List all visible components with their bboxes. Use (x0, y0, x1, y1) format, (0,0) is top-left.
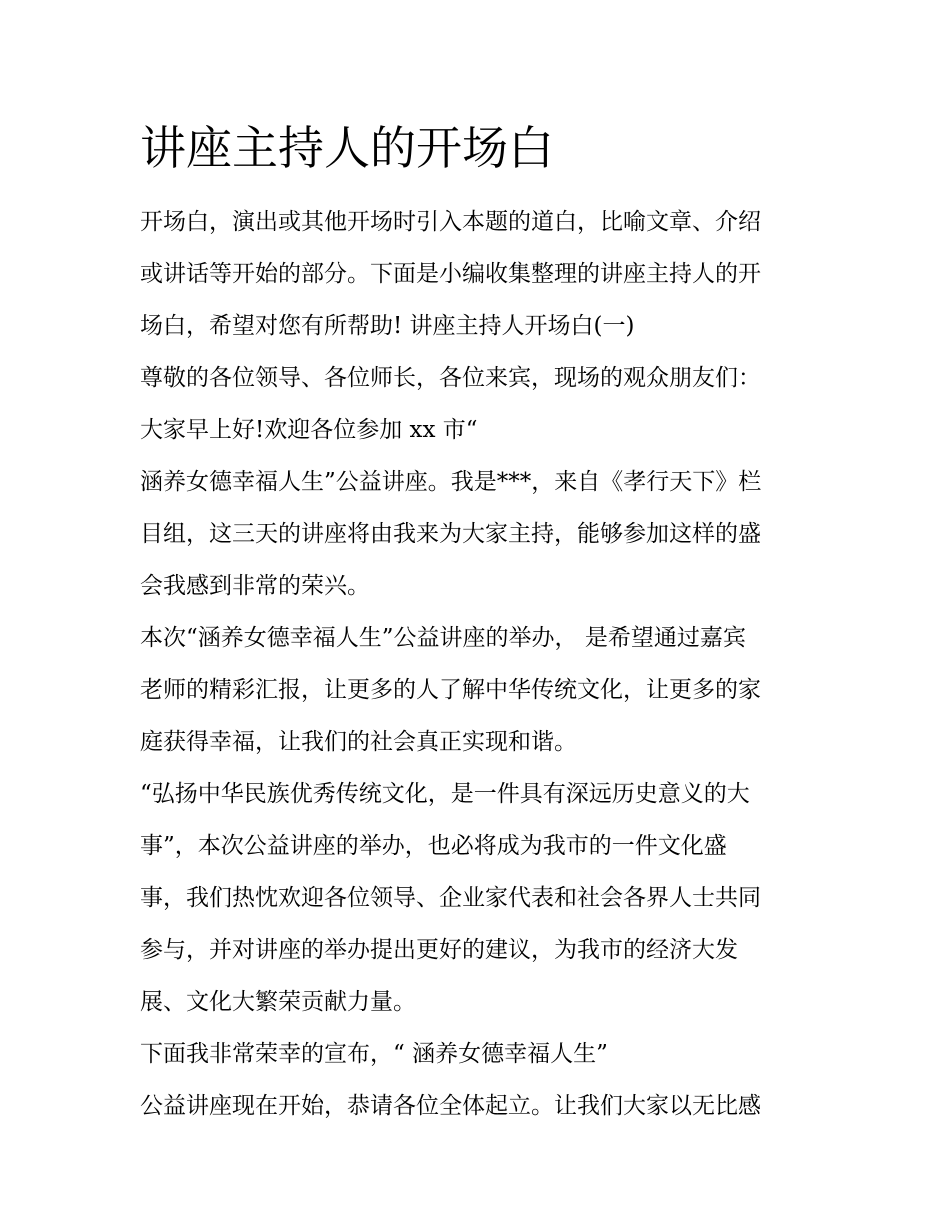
body-line: “弘扬中华民族优秀传统文化，是一件具有深远历史意义的大 (140, 781, 750, 807)
body-line: 本次“涵养女德幸福人生”公益讲座的举办， 是希望通过嘉宾 (140, 625, 746, 651)
body-line: 公益讲座现在开始，恭请各位全体起立。让我们大家以无比感 (140, 1093, 761, 1119)
body-line: 尊敬的各位领导、各位师长，各位来宾，现场的观众朋友们： (140, 365, 761, 391)
body-line: 庭获得幸福，让我们的社会真正实现和谐。 (140, 729, 577, 755)
body-line: 目组，这三天的讲座将由我来为大家主持，能够参加这样的盛 (140, 521, 761, 547)
body-line: 展、文化大繁荣贡献力量。 (140, 989, 416, 1015)
body-line: 会我感到非常的荣兴。 (140, 573, 370, 599)
document-title: 讲座主持人的开场白 (140, 121, 554, 175)
body-line: 或讲话等开始的部分。下面是小编收集整理的讲座主持人的开 (140, 261, 761, 287)
body-line: 大家早上好!欢迎各位参加 xx 市“ (140, 417, 478, 443)
body-line: 场白，希望对您有所帮助! 讲座主持人开场白(一) (140, 313, 635, 339)
body-line: 参与，并对讲座的举办提出更好的建议，为我市的经济大发 (140, 937, 738, 963)
body-line: 事”，本次公益讲座的举办，也必将成为我市的一件文化盛 (140, 833, 727, 859)
body-line: 下面我非常荣幸的宣布，“ 涵养女德幸福人生” (140, 1041, 608, 1067)
body-line: 老师的精彩汇报，让更多的人了解中华传统文化，让更多的家 (140, 677, 761, 703)
document-body (140, 196, 830, 1132)
body-line: 事，我们热忱欢迎各位领导、企业家代表和社会各界人士共同 (140, 885, 761, 911)
body-line: 涵养女德幸福人生”公益讲座。我是***，来自《孝行天下》栏 (140, 469, 762, 495)
body-line: 开场白，演出或其他开场时引入本题的道白，比喻文章、介绍 (140, 209, 761, 235)
